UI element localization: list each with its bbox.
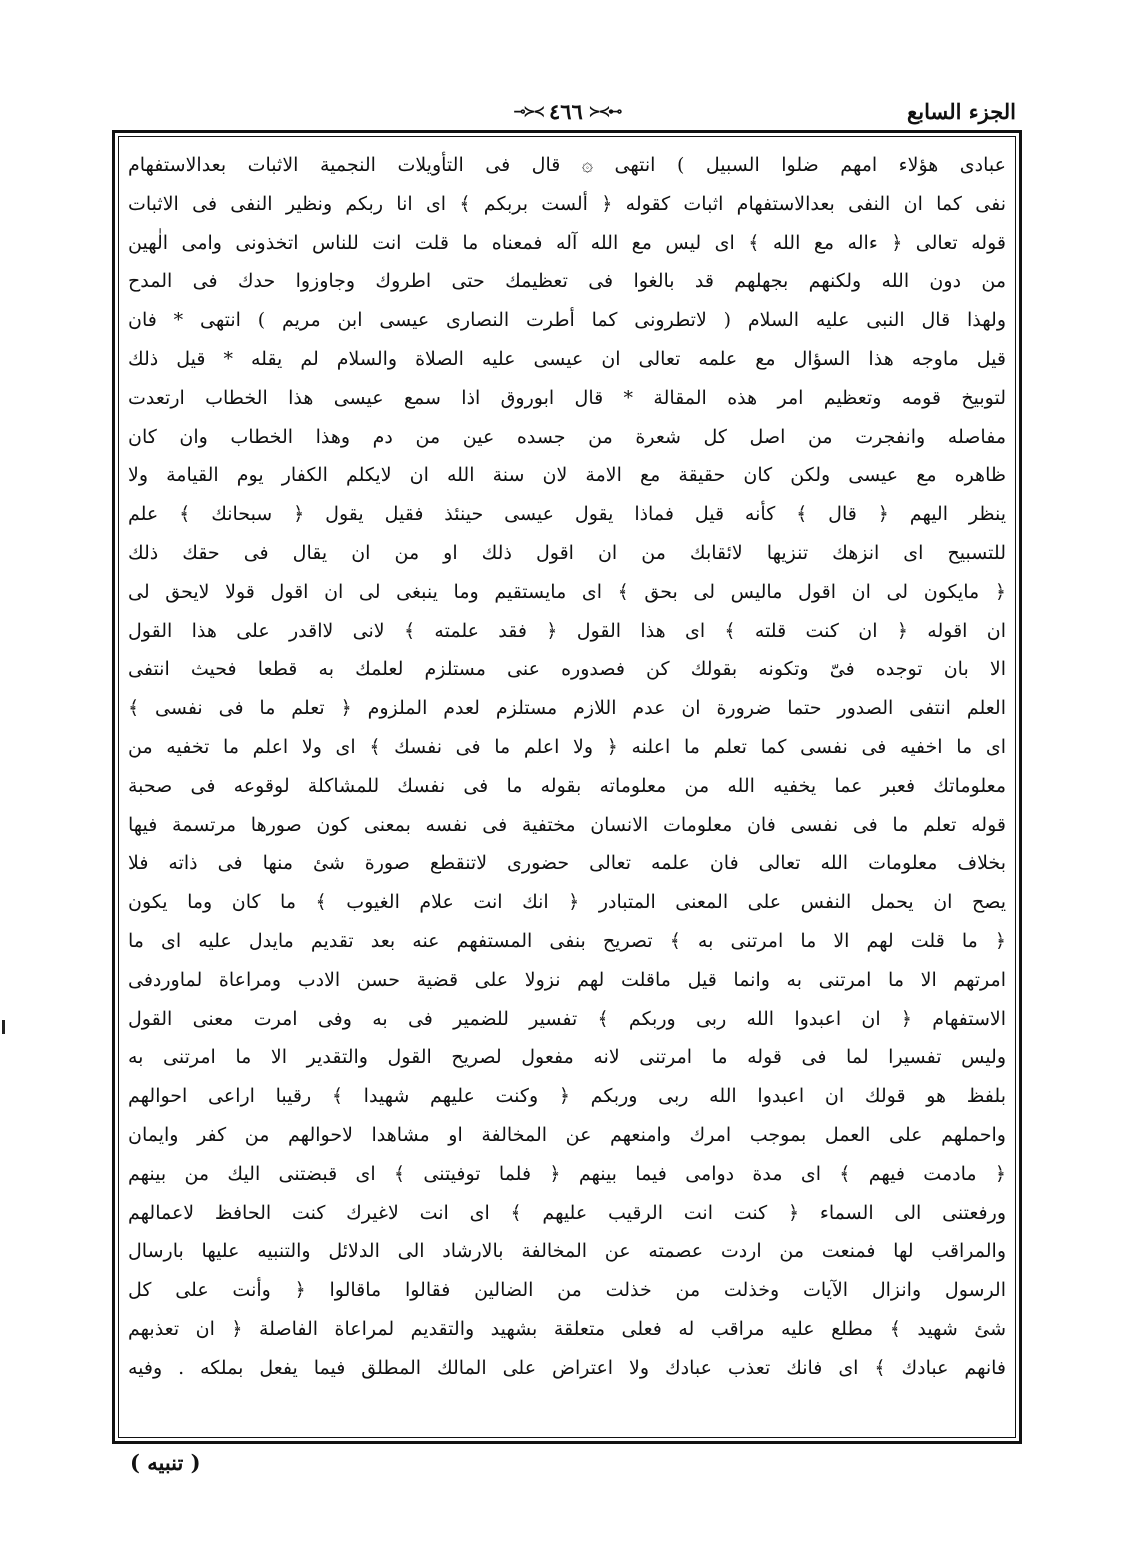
text-line: يصح ان يحمل النفس على المعنى المتبادر ﴿ انك انت علام الغيوب ﴾ ما كان وما يكون [128, 891, 1006, 914]
text-line: الاستفهام ﴿ ان اعبدوا الله ربى وربكم ﴾ تفسير للضمير فى به وفى امرت معنى القول [128, 1007, 1006, 1030]
text-line: نفى كما ان النفى بعدالاستفهام اثبات كقوله ﴿ ألست بربكم ﴾ اى انا ربكم ونظير النفى فى الاثبات [128, 192, 1006, 215]
text-line: ﴿ ما قلت لهم الا ما امرتنى به ﴾ تصريح بنفى المستفهم عنه بعد تقديم مايدل عليه اى ما [128, 929, 1006, 952]
text-line: العلم انتفى الصدور حتما ضرورة ان عدم اللازم مستلزم لعدم الملزوم ﴿ تعلم ما فى نفسى ﴾ [128, 697, 1006, 720]
text-line: قوله تعالى ﴿ ءاله مع الله ﴾ اى ليس مع الله آله فمعناه ما قلت انت للناس اتخذونى وامى الٰهين [128, 231, 1006, 254]
text-line: وليس تفسيرا لما فى قوله ما امرتنى لانه مفعول لصريح القول والتقدير الا ما امرتنى به [128, 1046, 1006, 1069]
text-line: ينظر اليهم ﴿ قال ﴾ كأنه قيل فماذا يقول عيسى حينئذ فقيل يقول ﴿ سبحانك ﴾ علم [128, 503, 1006, 526]
text-line: ﴿ مادمت فيهم ﴾ اى مدة دوامى فيما بينهم ﴿ فلما توفيتنى ﴾ اى قبضتنى اليك من بينهم [128, 1162, 1006, 1185]
text-line: ان اقوله ﴿ ان كنت قلته ﴾ اى هذا القول ﴿ فقد علمته ﴾ لانى لااقدر على هذا القول [128, 619, 1006, 642]
text-line: بخلاف معلومات الله تعالى فان علمه تعالى حضورى لاتنقطع صورة شئ منها فى ذاته فلا [128, 852, 1006, 875]
text-line: بلفظ هو قولك ان اعبدوا الله ربى وربكم ﴿ وكنت عليهم شهيدا ﴾ رقيبا اراعى احوالهم [128, 1085, 1006, 1108]
page-number: ٤٦٦ [548, 99, 583, 124]
body-text [128, 146, 1006, 1388]
text-line: ظاهره مع عيسى ولكن كان حقيقة مع الامة لان سنة الله ان لايكلم الكفار يوم القيامة ولا [128, 464, 1006, 487]
text-line: معلوماتك فعبر عما يخفيه الله من معلوماته بقوله ما فى نفسك للمشاكلة لوقوعه فى صحبة [128, 774, 1006, 797]
text-line: ورفعتنى الى السماء ﴿ كنت انت الرقيب عليهم ﴾ اى انت لاغيرك كنت الحافظ لاعمالهم [128, 1201, 1006, 1224]
ornament-left-icon: ⊸≻≺ [513, 103, 543, 120]
page-header [112, 95, 1022, 129]
margin-mark [2, 1020, 5, 1034]
text-line: والمراقب لها فمنعت من اردت عصمته عن المخالفة بالارشاد الى الدلائل والتنبيه عليها بارسال [128, 1240, 1006, 1263]
text-line: اى ما اخفيه فى نفسى كما تعلم ما اعلنه ﴿ ولا اعلم ما فى نفسك ﴾ اى ولا اعلم ما تخفيه من [128, 735, 1006, 758]
text-line: امرتهم الا ما امرتنى به وانما قيل ماقلت لهم نزولا على قضية حسن الادب ومراعاة لماوردفى [128, 968, 1006, 991]
text-line: لتوبيخ قومه وتعظيم امر هذه المقالة * قال ابوروق اذا سمع عيسى هذا الخطاب ارتعدت [128, 386, 1006, 409]
text-line: مفاصله وانفجرت من اصل كل شعرة من جسده عين من دم وهذا الخطاب وان كان [128, 425, 1006, 448]
text-line: ﴿ مايكون لى ان اقول ماليس لى بحق ﴾ اى مايستقيم وما ينبغى لى ان اقول قولا لايحق لى [128, 580, 1006, 603]
volume-title: الجزء السابع [907, 99, 1016, 124]
text-line: واحملهم على العمل بموجب امرك وامنعهم عن المخالفة او مشاهدا لاحوالهم من كفر وايمان [128, 1123, 1006, 1146]
text-line: فانهم عبادك ﴾ اى فانك تعذب عبادك ولا اعتراض على المالك المطلق فيما يفعل بملكه . وفيه [128, 1356, 1006, 1379]
text-line: الا بان توجده فىّ وتكونه بقولك كن فصدوره عنى مستلزم لعلمك به قطعا فحيث انتفى [128, 658, 1006, 681]
text-line: شئ شهيد ﴾ مطلع عليه مراقب له فعلى متعلقة بشهيد والتقديم لمراعاة الفاصلة ﴿ ان تعذبهم [128, 1317, 1006, 1340]
text-line: عبادى هؤلاء امهم ضلوا السبيل ) انتهى ۞ قال فى التأويلات النجمية الاثبات بعدالاستفهام [128, 154, 1006, 176]
text-line: من دون الله ولكنهم بجهلهم قد بالغوا فى تعظيمك حتى اطروك وجاوزوا حدك فى المدح [128, 270, 1006, 293]
text-line: الرسول وانزال الآيات وخذلت من خذلت من الضالين فقالوا ماقالوا ﴿ وأنت على كل [128, 1279, 1006, 1302]
page-number-group [514, 99, 621, 124]
text-line: للتسبيح اى انزهك تنزيها لائقابك من ان اقول ذلك او من ان يقال فى حقك ذلك [128, 541, 1006, 564]
ornament-right-icon: ≻≺⊷ [588, 103, 621, 120]
text-line: قيل ماوجه هذا السؤال مع علمه تعالى ان عيسى عليه الصلاة والسلام لم يقله * قيل ذلك [128, 347, 1006, 370]
text-line: ولهذا قال النبى عليه السلام ( لاتطرونى كما أطرت النصارى عيسى ابن مريم ) انتهى * فان [128, 309, 1006, 332]
catchword: ( تنبيه ) [130, 1450, 201, 1475]
text-line: قوله تعلم ما فى نفسى فان معلومات الانسان مختفية فى نفسه بمعنى كون صورها مرتسمة فيها [128, 813, 1006, 836]
